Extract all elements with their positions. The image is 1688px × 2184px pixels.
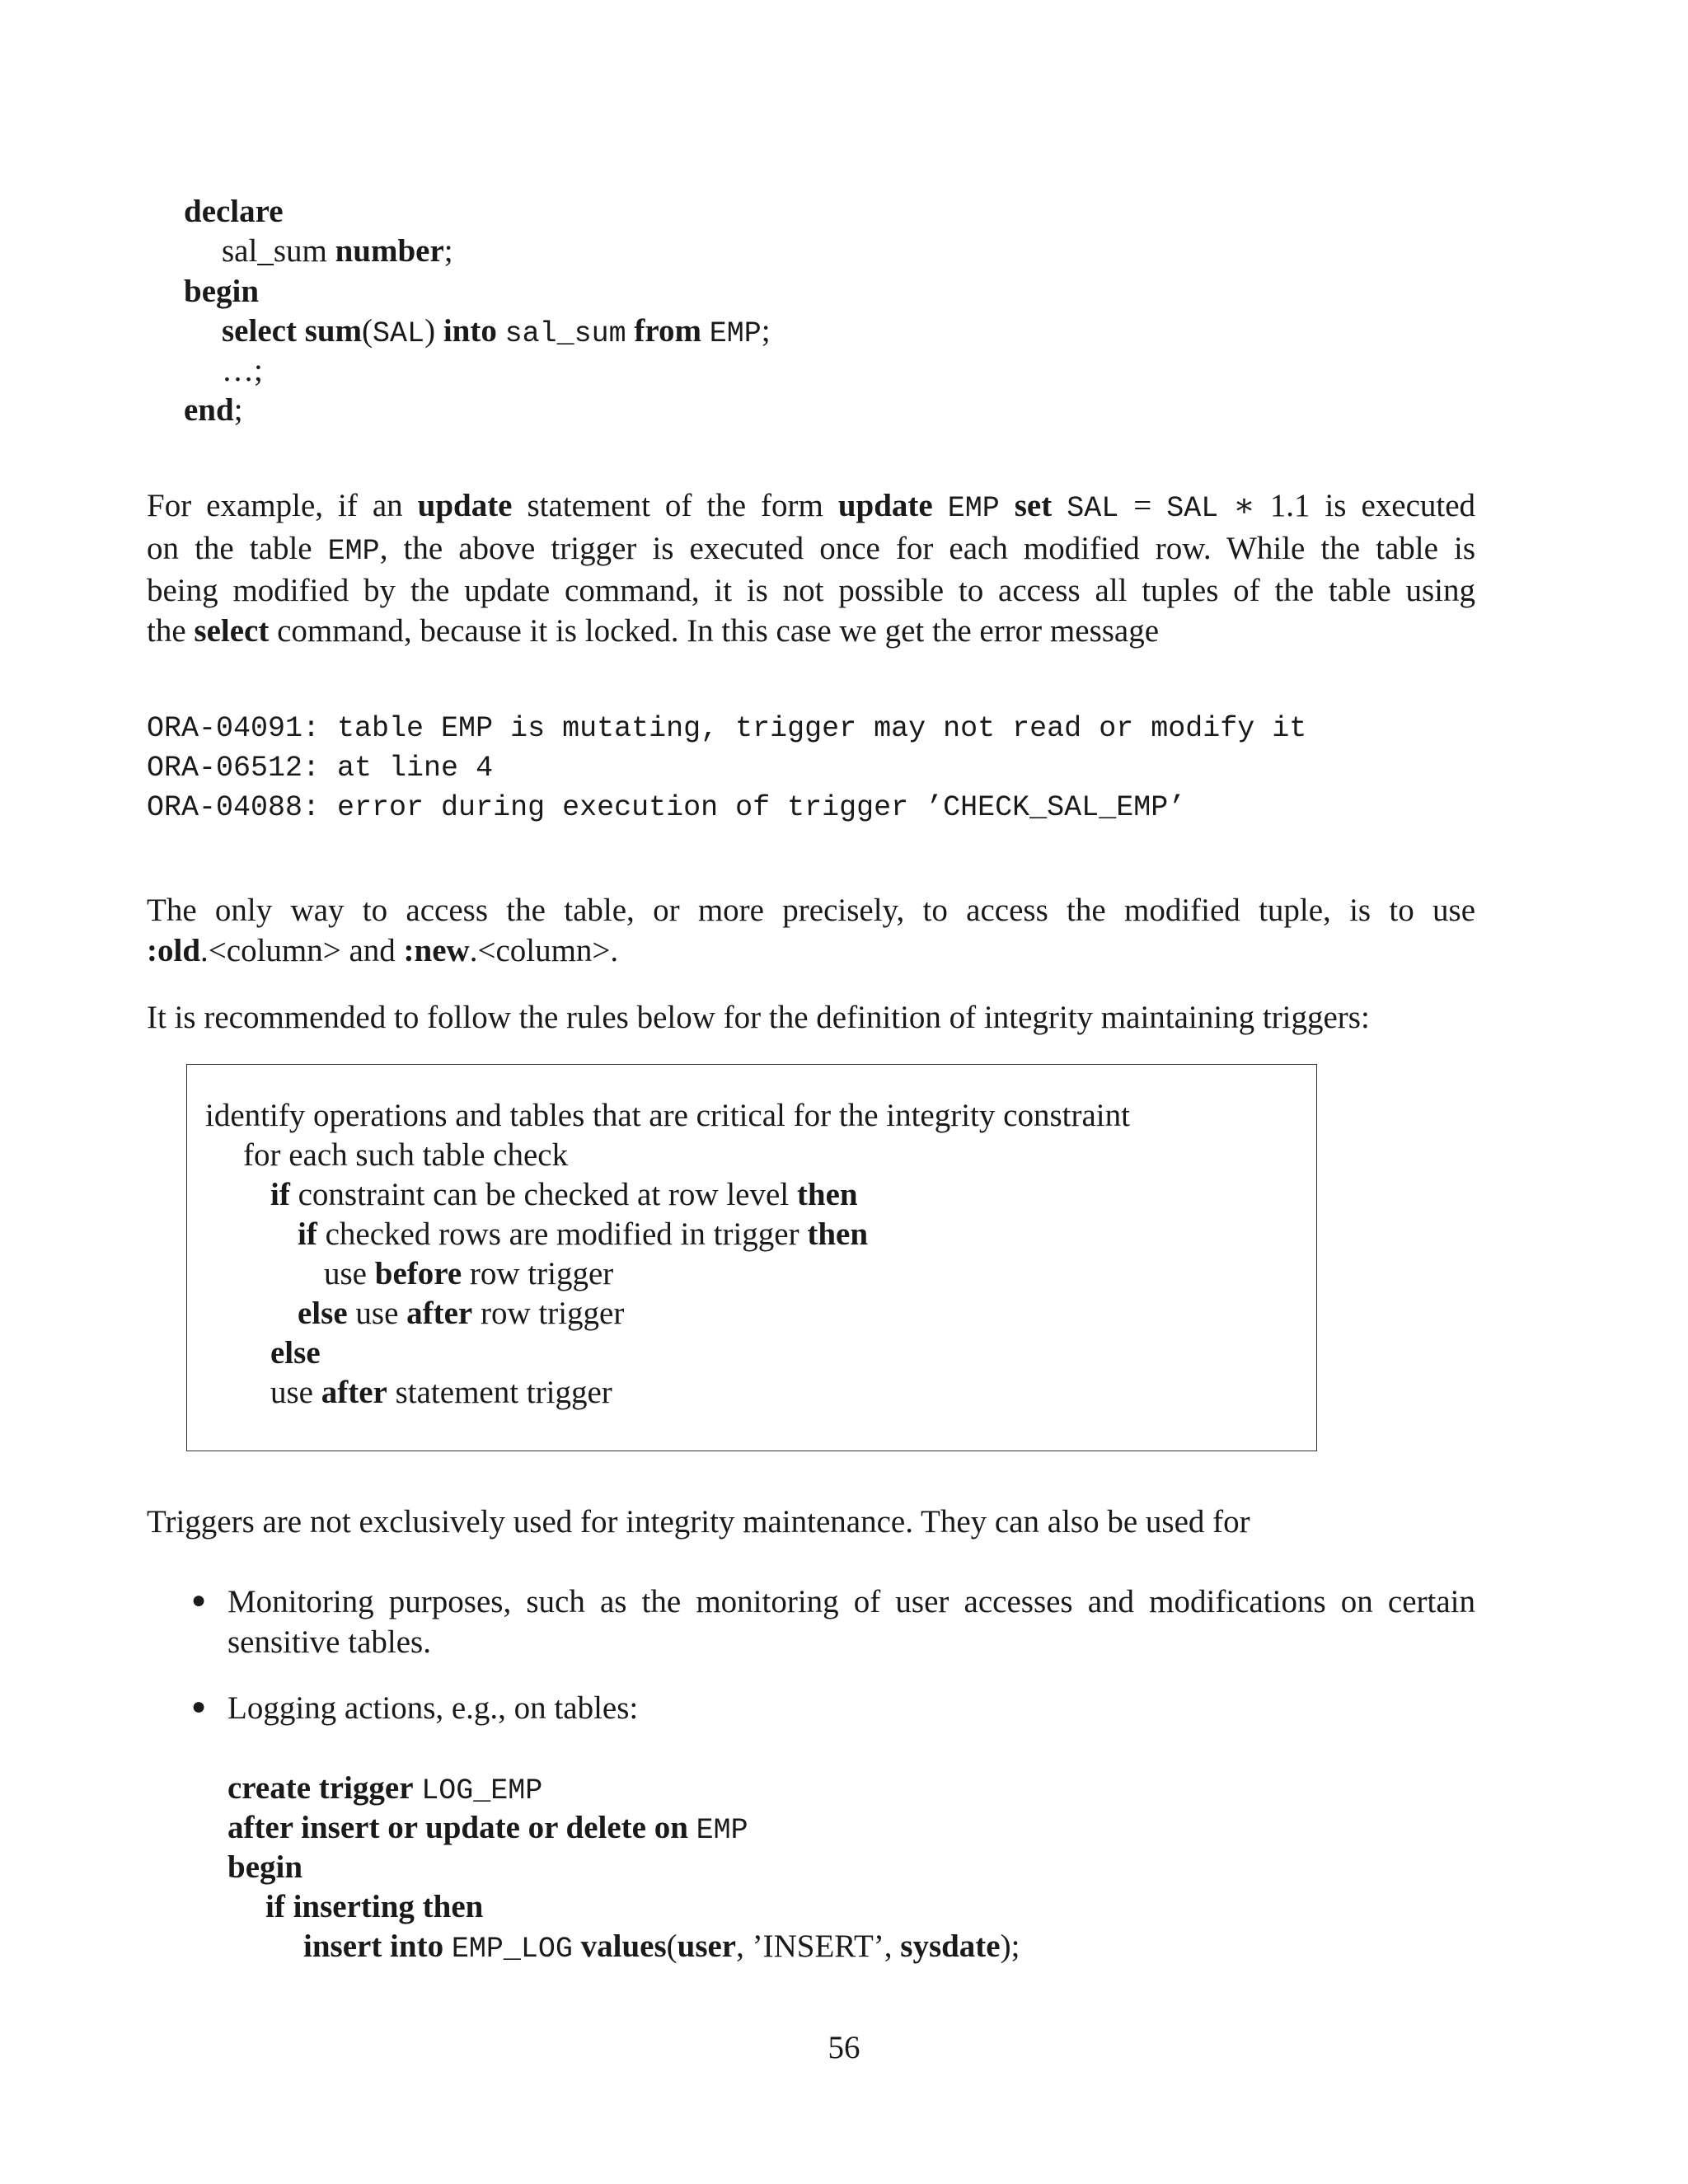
error-line: ORA-04088: error during execution of trigger ’CHECK_SAL_EMP’ [147,791,1186,824]
keyword: begin [227,1849,303,1885]
keyword: create trigger [227,1770,414,1806]
text-line: Logging actions, e.g., on tables: [227,1690,639,1726]
bullet-icon: ● [191,1693,207,1720]
keyword: if [298,1216,317,1252]
keyword: :old [147,932,201,968]
keyword: declare [184,194,284,229]
keyword: before [374,1256,462,1291]
text-line: Monitoring purposes, such as the monitoring of user accesses and modifications on certain [227,1584,1475,1619]
keyword: after [321,1375,387,1410]
keyword: user [677,1929,737,1964]
table-name: EMP [696,1814,748,1847]
variable: sal_sum [504,317,626,350]
column-name: SAL [1166,492,1219,525]
keyword: select [194,612,270,649]
punct: ; [233,392,243,428]
paragraph-old-new [147,891,1475,971]
keyword: after insert or update or delete on [227,1810,688,1845]
text: , the above trigger is executed once for each modified row. While the table is [379,530,1476,566]
error-line: ORA-06512: at line 4 [147,752,494,785]
column-name: SAL [373,317,425,350]
paragraph-other-uses [147,1502,1475,1543]
table-name: EMP_LOG [451,1933,573,1966]
ellipsis: …; [222,353,263,388]
keyword: update [837,488,933,523]
keyword: sum [304,313,363,349]
page-number: 56 [828,2030,860,2065]
text: row trigger [462,1256,614,1291]
punct: ( [666,1929,678,1964]
code-line [303,1927,1020,1966]
code-line [222,351,263,391]
keyword: sysdate [900,1929,1001,1964]
keyword: then [807,1216,869,1252]
keyword: if inserting then [265,1889,484,1924]
text: statement of the form [512,488,838,523]
paragraph-recommendation [147,998,1475,1038]
text-line [147,486,1475,529]
keyword: :new [403,932,470,968]
rule-line: for each such table check [243,1137,569,1173]
error-line: ORA-04091: table EMP is mutating, trigger may not read or modify it [147,712,1307,745]
code-line [227,1808,748,1848]
keyword: if [270,1177,290,1212]
bullet-icon: ● [191,1586,207,1614]
keyword: begin [184,274,260,309]
text-line [147,612,1475,652]
keyword: after [406,1296,473,1331]
punct: ); [1000,1929,1020,1964]
list-item [227,1582,1475,1662]
text-line: sensitive tables. [227,1624,431,1660]
column-name: SAL [1067,492,1119,525]
text: ∗ 1.1 is executed [1218,488,1476,523]
code-line [184,391,243,430]
rule-line [270,1373,612,1413]
text: checked rows are modified in trigger [316,1216,808,1252]
keyword: number [335,233,444,269]
variable: sal_sum [222,233,327,269]
code-line [184,272,259,312]
code-line [222,312,771,351]
rule-line: identify operations and tables that are critical for the integrity constraint [205,1098,1130,1133]
keyword: update [417,488,513,523]
text-line: The only way to access the table, or more precisely, to access the modified tuple, is to use [147,893,1475,928]
rule-line [270,1333,321,1373]
string-literal: , ’INSERT’, [736,1929,901,1964]
text: .<column>. [469,932,619,968]
text-line [147,529,1475,572]
trigger-name: LOG_EMP [421,1774,543,1807]
keyword: else [270,1335,321,1371]
text-line [147,931,1475,972]
keyword: set [1014,488,1053,523]
punct: ; [761,313,771,349]
punct: ; [443,233,453,269]
text: the [147,612,195,649]
text: on the table [147,530,328,566]
text: use [324,1256,375,1291]
table-name: EMP [327,534,380,568]
keyword: into [443,313,497,349]
punct: ( [362,313,373,349]
code-line [222,232,453,271]
table-name: EMP [709,317,762,350]
text: use [347,1296,407,1331]
text-line: It is recommended to follow the rules below for the definition of integrity maintaining triggers: [147,1000,1370,1035]
text: = [1118,488,1167,523]
paragraph-update-example [147,486,1475,651]
code-line [227,1848,302,1887]
text: For example, if an [147,488,418,523]
keyword: else [298,1296,348,1331]
punct: ) [424,313,436,349]
text: constraint can be checked at row level [289,1177,797,1212]
rule-line [270,1175,858,1215]
text: command, because it is locked. In this case we get the error message [269,612,1160,649]
list-item [227,1689,1475,1729]
text-line: being modified by the update command, it is not possible to access all tuples of the table using [147,573,1475,608]
text-line: Triggers are not exclusively used for integrity maintenance. They can also be used for [147,1504,1250,1540]
keyword: then [796,1177,858,1212]
table-name: EMP [947,492,1000,525]
keyword: insert into [303,1929,444,1964]
rule-line [298,1294,624,1333]
text: row trigger [472,1296,625,1331]
keyword: from [634,313,701,349]
text: .<column> and [200,932,404,968]
rule-line [298,1215,868,1254]
text: statement trigger [387,1375,612,1410]
keyword: values [580,1929,667,1964]
text: use [270,1375,321,1410]
rule-line [324,1254,613,1294]
keyword: select [222,313,297,349]
keyword: end [184,392,234,428]
code-line [265,1887,483,1927]
code-line [184,192,284,232]
code-line [227,1769,542,1808]
